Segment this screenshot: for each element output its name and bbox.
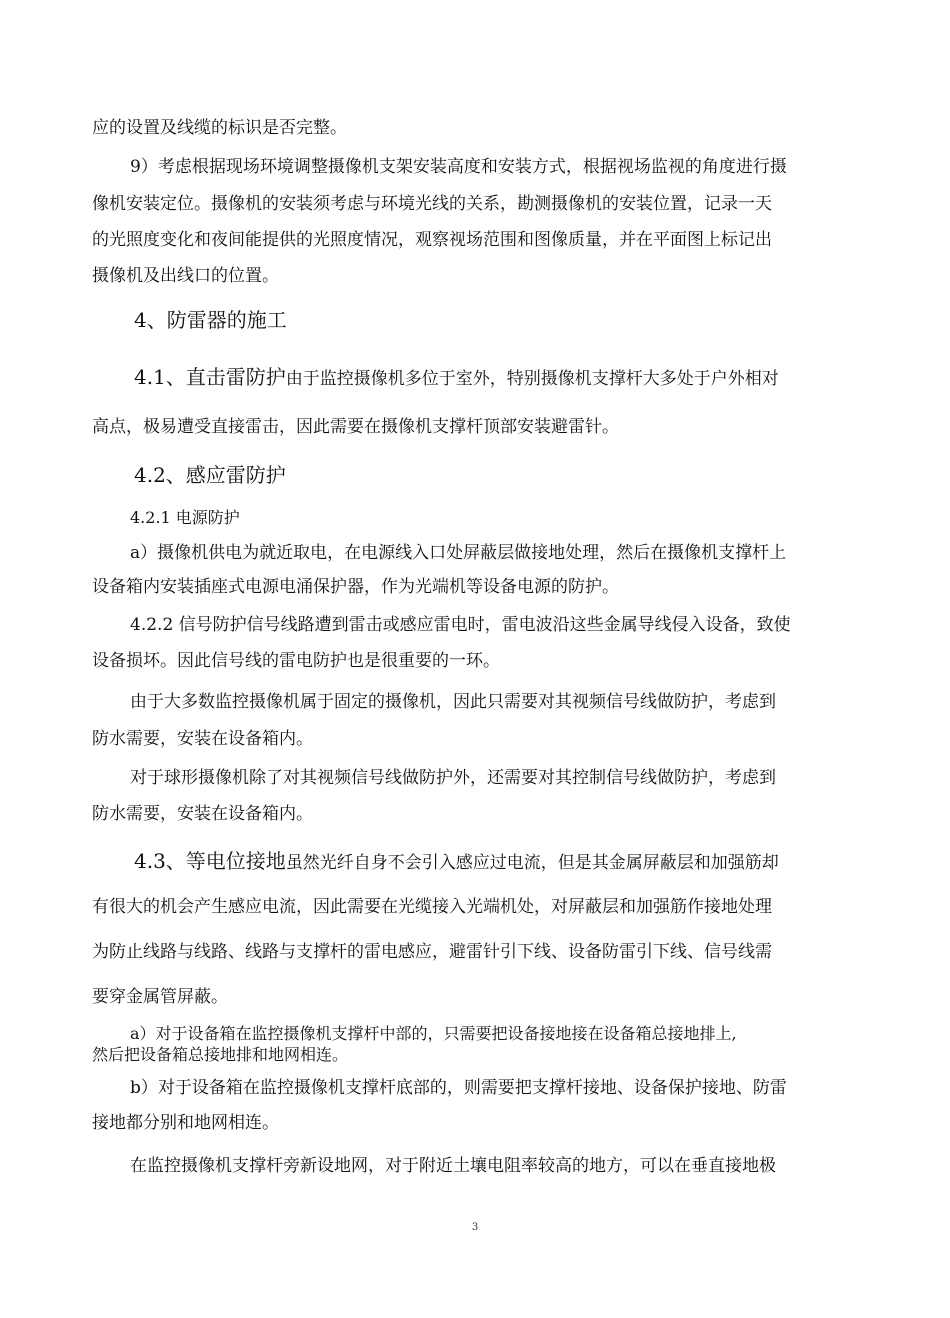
body-line: 有很大的机会产生感应电流，因此需要在光缆接入光端机处，对屏蔽层和加强筋作接地处理 bbox=[92, 897, 772, 917]
body-line: 为防止线路与线路、线路与支撑杆的雷电感应，避雷针引下线、设备防雷引下线、信号线需 bbox=[92, 942, 772, 962]
subsection-heading: 4.1、直击雷防护 bbox=[134, 365, 286, 389]
subsection-heading: 4.2、感应雷防护 bbox=[134, 463, 286, 487]
body-line: 设备箱内安装插座式电源电涌保护器，作为光端机等设备电源的防护。 bbox=[92, 577, 619, 597]
body-line bbox=[134, 364, 779, 390]
body-line: 像机安装定位。摄像机的安装须考虑与环境光线的关系，勘测摄像机的安装位置，记录一天 bbox=[92, 194, 772, 214]
body-line: 然后把设备箱总接地排和地网相连。 bbox=[92, 1045, 349, 1064]
section-heading: 4、防雷器的施工 bbox=[134, 308, 287, 332]
body-line: 对于球形摄像机除了对其视频信号线做防护外，还需要对其控制信号线做防护，考虑到 bbox=[130, 768, 776, 788]
body-line: 高点，极易遭受直接雷击，因此需要在摄像机支撑杆顶部安装避雷针。 bbox=[92, 417, 619, 437]
body-line: 摄像机及出线口的位置。 bbox=[92, 266, 279, 286]
body-line bbox=[134, 848, 779, 874]
page-number: 3 bbox=[471, 1222, 479, 1233]
body-text: 虽然光纤自身不会引入感应过电流，但是其金属屏蔽层和加强筋却 bbox=[285, 853, 779, 873]
body-line: 4.2.2 信号防护信号线路遭到雷击或感应雷电时，雷电波沿这些金属导线侵入设备，致使 bbox=[130, 615, 791, 635]
body-line: 接地都分别和地网相连。 bbox=[92, 1113, 279, 1133]
subsubsection-heading: 4.2.1 电源防护 bbox=[130, 508, 240, 527]
body-text: 由于监控摄像机多位于室外，特别摄像机支撑杆大多处于户外相对 bbox=[285, 369, 779, 389]
body-line: 防水需要，安装在设备箱内。 bbox=[92, 729, 313, 749]
body-line: 防水需要，安装在设备箱内。 bbox=[92, 804, 313, 824]
body-line: 设备损坏。因此信号线的雷电防护也是很重要的一环。 bbox=[92, 651, 500, 671]
body-line: 要穿金属管屏蔽。 bbox=[92, 987, 228, 1007]
subsection-heading: 4.3、等电位接地 bbox=[134, 849, 286, 873]
body-line: 在监控摄像机支撑杆旁新设地网，对于附近土壤电阻率较高的地方，可以在垂直接地极 bbox=[130, 1156, 776, 1176]
body-line: 由于大多数监控摄像机属于固定的摄像机，因此只需要对其视频信号线做防护，考虑到 bbox=[130, 692, 776, 712]
body-line: a）对于设备箱在监控摄像机支撑杆中部的，只需要把设备接地接在设备箱总接地排上, bbox=[130, 1024, 737, 1043]
body-line: 应的设置及线缆的标识是否完整。 bbox=[92, 118, 347, 138]
body-line: a）摄像机供电为就近取电，在电源线入口处屏蔽层做接地处理，然后在摄像机支撑杆上 bbox=[130, 543, 787, 563]
body-line: b）对于设备箱在监控摄像机支撑杆底部的，则需要把支撑杆接地、设备保护接地、防雷 bbox=[130, 1078, 787, 1098]
body-line: 9）考虑根据现场环境调整摄像机支架安装高度和安装方式，根据视场监视的角度进行摄 bbox=[130, 157, 787, 177]
body-line: 的光照度变化和夜间能提供的光照度情况，观察视场范围和图像质量，并在平面图上标记出 bbox=[92, 230, 772, 250]
